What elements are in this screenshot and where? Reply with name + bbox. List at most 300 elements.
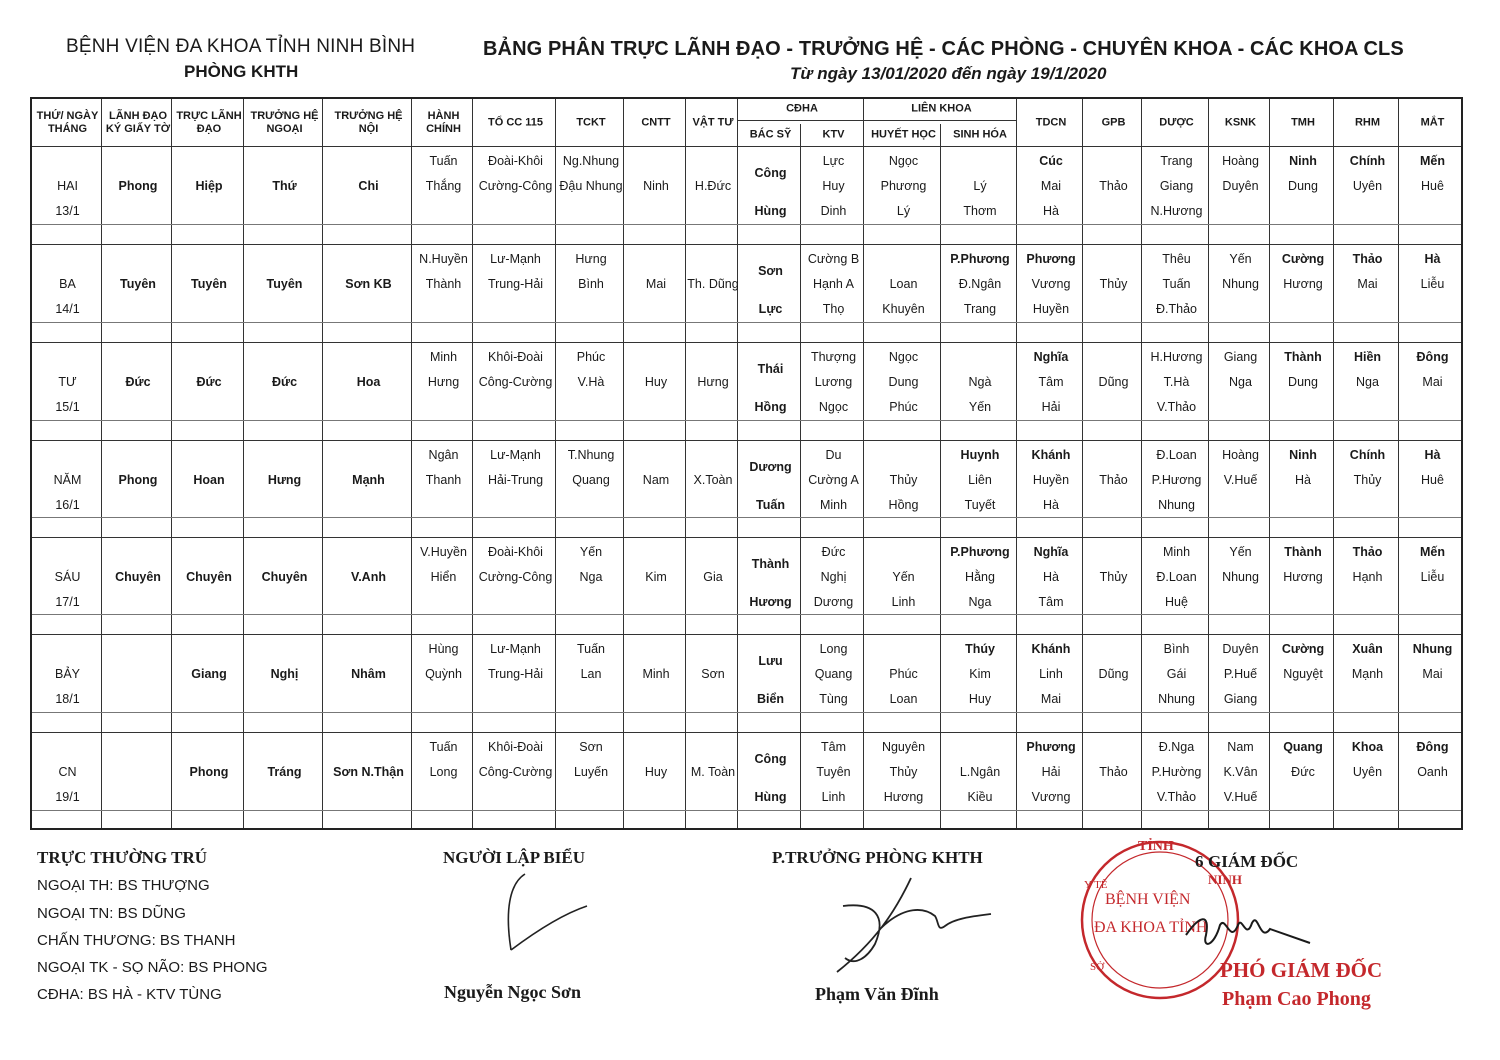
day-date: 18/1 bbox=[55, 692, 80, 706]
roster-cell: Đ.Thảo bbox=[1156, 302, 1197, 316]
director-signature bbox=[1180, 895, 1320, 965]
roster-cell: Dương bbox=[749, 460, 792, 474]
roster-cell: P.Hương bbox=[1151, 473, 1202, 487]
roster-cell: Hiền bbox=[1353, 350, 1382, 364]
column-header: LÃNH ĐẠO KÝ GIẤY TỜ bbox=[105, 110, 171, 135]
roster-cell: Hùng bbox=[428, 642, 459, 656]
roster-cell: Dung bbox=[1288, 179, 1318, 193]
roster-cell: Nhâm bbox=[351, 667, 386, 681]
roster-cell: Hà bbox=[1043, 204, 1059, 218]
roster-cell: Mai bbox=[1040, 692, 1062, 706]
roster-cell: Cường-Công bbox=[478, 179, 553, 193]
roster-cell: L.Ngân bbox=[959, 765, 1001, 779]
column-header: TMH bbox=[1291, 116, 1315, 129]
roster-cell: Mai bbox=[1422, 667, 1443, 681]
roster-cell: Thơm bbox=[963, 204, 997, 218]
roster-cell: Hồng bbox=[888, 498, 919, 512]
roster-cell: Tâm bbox=[1038, 595, 1064, 609]
column-divider bbox=[940, 124, 941, 828]
row-divider bbox=[32, 634, 1461, 635]
roster-cell: Hoàng bbox=[1222, 154, 1259, 168]
roster-cell: Phúc bbox=[889, 667, 918, 681]
roster-cell: Huy bbox=[822, 179, 845, 193]
roster-cell: Ngà bbox=[968, 375, 992, 389]
row-divider-minor bbox=[32, 420, 1461, 421]
on-call-title: TRỰC THƯỜNG TRÚ bbox=[37, 848, 208, 867]
roster-cell: Chuyên bbox=[186, 570, 232, 584]
roster-cell: Nhung bbox=[1222, 570, 1259, 584]
roster-cell: V.Huế bbox=[1223, 790, 1258, 804]
roster-cell: Phương bbox=[1026, 740, 1076, 754]
roster-cell: Mai bbox=[1422, 375, 1443, 389]
roster-cell: Đ.Ngân bbox=[958, 277, 1002, 291]
roster-cell: Sơn KB bbox=[345, 277, 392, 291]
roster-cell: Kiều bbox=[967, 790, 993, 804]
roster-cell: Phúc bbox=[889, 400, 918, 414]
roster-cell: Lực bbox=[822, 154, 845, 168]
roster-cell: Ninh bbox=[643, 179, 669, 193]
stamp-text: SỞ bbox=[1090, 961, 1105, 973]
roster-cell: Kim bbox=[645, 570, 667, 584]
roster-cell: Công bbox=[754, 752, 787, 766]
column-header: DƯỢC bbox=[1159, 116, 1194, 129]
roster-cell: Hạnh bbox=[1352, 570, 1383, 584]
roster-cell: Đ.Nga bbox=[1158, 740, 1195, 754]
roster-cell: Nhung bbox=[1412, 642, 1453, 656]
column-divider bbox=[1141, 99, 1142, 828]
roster-cell: Linh bbox=[821, 790, 846, 804]
roster-cell: Đoài-Khôi bbox=[488, 154, 543, 168]
roster-cell: Khôi-Đoài bbox=[488, 350, 543, 364]
roster-cell: Thủy bbox=[889, 473, 918, 487]
roster-cell: Vương bbox=[1031, 790, 1071, 804]
roster-cell: Thứ bbox=[272, 179, 297, 193]
roster-cell: Thủy bbox=[1099, 277, 1128, 291]
roster-cell: Ninh bbox=[1289, 448, 1317, 462]
column-header: TCKT bbox=[576, 116, 606, 129]
roster-cell: Phương bbox=[1026, 252, 1076, 266]
roster-cell: Ninh bbox=[1289, 154, 1317, 168]
roster-cell: Nga bbox=[1229, 375, 1252, 389]
roster-cell: Dinh bbox=[820, 204, 847, 218]
deputy-head-signature bbox=[815, 872, 995, 982]
roster-cell: Mạnh bbox=[352, 473, 385, 487]
roster-cell: Chính bbox=[1349, 448, 1386, 462]
on-call-item: CĐHA: BS HÀ - KTV TÙNG bbox=[37, 986, 222, 1003]
roster-cell: Thanh bbox=[425, 473, 462, 487]
roster-cell: Trang bbox=[1160, 154, 1193, 168]
on-call-item: CHẤN THƯƠNG: BS THANH bbox=[37, 932, 236, 949]
column-divider bbox=[1016, 99, 1017, 828]
roster-cell: Thảo bbox=[1352, 252, 1383, 266]
day-name: TƯ bbox=[58, 375, 77, 389]
roster-cell: Huệ bbox=[1165, 595, 1188, 609]
column-divider bbox=[800, 124, 801, 828]
column-header: GPB bbox=[1101, 116, 1126, 129]
roster-cell: Vương bbox=[1031, 277, 1071, 291]
roster-cell: Quỳnh bbox=[425, 667, 462, 681]
roster-cell: Duyên bbox=[1222, 642, 1259, 656]
roster-cell: Hoa bbox=[356, 375, 381, 389]
roster-cell: Hoàng bbox=[1222, 448, 1259, 462]
roster-cell: Lư-Mạnh bbox=[490, 642, 541, 656]
roster-cell: Nga bbox=[968, 595, 992, 609]
roster-cell: Giang bbox=[1223, 350, 1258, 364]
roster-cell: Gái bbox=[1166, 667, 1187, 681]
roster-cell: Tuyên bbox=[266, 277, 303, 291]
roster-cell: V.Anh bbox=[351, 570, 386, 584]
stamp-text: NINH bbox=[1208, 872, 1242, 887]
day-name: CN bbox=[58, 765, 77, 779]
roster-cell: Tuấn bbox=[429, 154, 458, 168]
roster-cell: P.Huế bbox=[1223, 667, 1258, 681]
roster-cell: Hùng bbox=[754, 204, 787, 218]
roster-cell: Giang bbox=[191, 667, 227, 681]
roster-cell: Lý bbox=[973, 179, 987, 193]
roster-cell: Minh bbox=[1162, 545, 1191, 559]
roster-cell: Quang bbox=[1283, 740, 1323, 754]
roster-cell: Thắng bbox=[425, 179, 462, 193]
roster-cell: Sơn N.Thận bbox=[333, 765, 404, 779]
document-title: BẢNG PHÂN TRỰC LÃNH ĐẠO - TRƯỞNG HỆ - CÁC PHÒNG - CHUYÊN KHOA - CÁC KHOA CLS bbox=[483, 38, 1404, 60]
roster-cell: Lý bbox=[896, 204, 911, 218]
roster-cell: Đoài-Khôi bbox=[488, 545, 543, 559]
roster-cell: Luyến bbox=[573, 765, 609, 779]
roster-cell: Minh bbox=[819, 498, 848, 512]
roster-cell: Hưng bbox=[267, 473, 302, 487]
roster-cell: Yến bbox=[892, 570, 915, 584]
hospital-name: BỆNH VIỆN ĐA KHOA TỈNH NINH BÌNH bbox=[66, 36, 416, 57]
roster-cell: Lan bbox=[580, 667, 602, 681]
roster-cell: Minh bbox=[642, 667, 670, 681]
roster-cell: Du bbox=[825, 448, 842, 462]
roster-cell: Dũng bbox=[1098, 667, 1129, 681]
roster-cell: Mai bbox=[1357, 277, 1378, 291]
row-divider bbox=[32, 146, 1461, 147]
roster-cell: V.Huế bbox=[1223, 473, 1258, 487]
roster-cell: Thúy bbox=[965, 642, 995, 656]
roster-cell: T.Hà bbox=[1163, 375, 1190, 389]
roster-cell: Huê bbox=[1421, 473, 1444, 487]
column-divider bbox=[472, 99, 473, 828]
day-name: NĂM bbox=[53, 473, 82, 487]
roster-cell: Lư-Mạnh bbox=[490, 448, 541, 462]
column-divider bbox=[623, 99, 624, 828]
column-header: TRỰC LÃNH ĐẠO bbox=[176, 110, 242, 135]
roster-cell: H.Hương bbox=[1150, 350, 1203, 364]
roster-cell: Lực bbox=[758, 302, 783, 316]
roster-cell: Thái bbox=[757, 362, 784, 376]
roster-cell: Chuyên bbox=[115, 570, 161, 584]
roster-cell: Hoan bbox=[193, 473, 225, 487]
preparer-name: Nguyễn Ngọc Sơn bbox=[444, 982, 581, 1002]
day-date: 14/1 bbox=[55, 302, 80, 316]
director-prefix-mark: 6 bbox=[1195, 852, 1204, 871]
roster-cell: Quang bbox=[572, 473, 610, 487]
column-header: THỨ/ NGÀY THÁNG bbox=[36, 110, 99, 135]
roster-cell: Trang bbox=[963, 302, 997, 316]
roster-cell: Chính bbox=[1349, 154, 1386, 168]
roster-cell: Huê bbox=[1421, 179, 1444, 193]
row-divider-minor bbox=[32, 517, 1461, 518]
roster-cell: Biển bbox=[756, 692, 785, 706]
column-header: MẮT bbox=[1420, 116, 1445, 129]
column-header: SINH HÓA bbox=[953, 128, 1007, 141]
roster-cell: Lưu bbox=[758, 654, 783, 668]
roster-cell: Tâm bbox=[1038, 375, 1064, 389]
roster-cell: Huy bbox=[644, 375, 668, 389]
roster-cell: Uyên bbox=[1352, 179, 1383, 193]
roster-cell: Phúc bbox=[576, 350, 606, 364]
roster-cell: Ngọc bbox=[888, 154, 919, 168]
column-divider bbox=[322, 99, 323, 828]
roster-cell: Thảo bbox=[1099, 473, 1128, 487]
roster-cell: Minh bbox=[429, 350, 458, 364]
column-divider bbox=[1082, 99, 1083, 828]
roster-cell: Nguyệt bbox=[1283, 667, 1323, 681]
roster-cell: Hằng bbox=[965, 570, 995, 584]
roster-cell: Thủy bbox=[1099, 570, 1128, 584]
roster-cell: Hùng bbox=[754, 790, 787, 804]
roster-cell: Lư-Mạnh bbox=[490, 252, 541, 266]
roster-cell: Huy bbox=[644, 765, 668, 779]
roster-cell: Tuấn bbox=[429, 740, 458, 754]
roster-cell: Cường A bbox=[808, 473, 859, 487]
roster-cell: Hà bbox=[1424, 252, 1441, 266]
roster-cell: Hưng bbox=[697, 375, 729, 389]
day-date: 19/1 bbox=[55, 790, 80, 804]
roster-cell: Tùng bbox=[819, 692, 848, 706]
roster-cell: Hải bbox=[1041, 400, 1061, 414]
roster-cell: Hưng bbox=[575, 252, 607, 266]
roster-cell: Mạnh bbox=[1351, 667, 1384, 681]
roster-cell: Nam bbox=[642, 473, 670, 487]
column-header: VẬT TƯ bbox=[692, 116, 734, 129]
roster-cell: Linh bbox=[891, 595, 916, 609]
roster-cell: Yến bbox=[1229, 252, 1252, 266]
day-date: 15/1 bbox=[55, 400, 80, 414]
roster-cell: Cường bbox=[1281, 642, 1325, 656]
director-title: GIÁM ĐỐC bbox=[1208, 852, 1299, 871]
roster-cell: V.Thảo bbox=[1156, 790, 1197, 804]
roster-cell: Nghĩa bbox=[1033, 350, 1069, 364]
roster-cell: Ngọc bbox=[888, 350, 919, 364]
deputy-head-title: P.TRƯỞNG PHÒNG KHTH bbox=[772, 848, 983, 867]
day-date: 16/1 bbox=[55, 498, 80, 512]
roster-cell: Th. Dũng bbox=[687, 277, 739, 291]
roster-cell: N.Huyền bbox=[419, 252, 468, 266]
roster-cell: Yến bbox=[1229, 545, 1252, 559]
column-divider bbox=[101, 99, 102, 828]
roster-cell: Tuấn bbox=[1162, 277, 1191, 291]
column-divider bbox=[737, 99, 738, 828]
roster-cell: Uyên bbox=[1352, 765, 1383, 779]
roster-cell: Hà bbox=[1295, 473, 1311, 487]
roster-cell: X.Toàn bbox=[693, 473, 733, 487]
roster-cell: Giang bbox=[1223, 692, 1258, 706]
roster-cell: Sơn bbox=[579, 740, 603, 754]
roster-cell: Hiển bbox=[430, 570, 457, 584]
roster-cell: Duyên bbox=[1222, 179, 1259, 193]
roster-cell: Công bbox=[754, 166, 787, 180]
roster-cell: Dũng bbox=[1098, 375, 1129, 389]
roster-cell: Huy bbox=[968, 692, 992, 706]
department-name: PHÒNG KHTH bbox=[184, 62, 299, 81]
roster-cell: Thọ bbox=[822, 302, 845, 316]
roster-cell: Xuân bbox=[1352, 642, 1383, 656]
roster-cell: Hải bbox=[1041, 765, 1061, 779]
roster-cell: M. Toàn bbox=[690, 765, 736, 779]
column-divider bbox=[555, 99, 556, 828]
vice-director-title: PHÓ GIÁM ĐỐC bbox=[1220, 958, 1383, 982]
row-divider bbox=[32, 732, 1461, 733]
roster-cell: Linh bbox=[1039, 667, 1063, 681]
duty-roster-table bbox=[30, 97, 1463, 830]
roster-cell: Tuyết bbox=[964, 498, 996, 512]
roster-cell: Tuấn bbox=[756, 498, 785, 512]
roster-cell: P.Phương bbox=[950, 252, 1010, 266]
roster-cell: Hồng bbox=[754, 400, 787, 414]
roster-cell: V.Huyền bbox=[420, 545, 467, 559]
row-divider-minor bbox=[32, 322, 1461, 323]
column-header: TRƯỞNG HỆ NỘI bbox=[334, 110, 403, 135]
roster-cell: Phương bbox=[880, 179, 927, 193]
column-header: HUYẾT HỌC bbox=[871, 128, 936, 141]
roster-cell: Ng.Nhung bbox=[562, 154, 620, 168]
stamp-text: TỈNH bbox=[1138, 839, 1174, 854]
roster-cell: Huyền bbox=[1032, 302, 1070, 316]
roster-cell: Tuyên bbox=[191, 277, 227, 291]
roster-cell: Dương bbox=[813, 595, 854, 609]
roster-cell: Thêu bbox=[1162, 252, 1191, 266]
row-divider bbox=[32, 440, 1461, 441]
on-call-item: NGOẠI TH: BS THƯỢNG bbox=[37, 877, 210, 894]
roster-cell: Ngân bbox=[428, 448, 459, 462]
roster-cell: Khoa bbox=[1351, 740, 1384, 754]
deputy-head-name: Phạm Văn Đĩnh bbox=[815, 984, 939, 1004]
column-divider bbox=[171, 99, 172, 828]
date-range: Từ ngày 13/01/2020 đến ngày 19/1/2020 bbox=[790, 64, 1107, 83]
row-divider bbox=[32, 244, 1461, 245]
roster-cell: Nhung bbox=[1158, 692, 1195, 706]
day-date: 13/1 bbox=[55, 204, 80, 218]
roster-cell: Hương bbox=[883, 790, 924, 804]
column-divider bbox=[1269, 99, 1270, 828]
roster-cell: Huyền bbox=[1032, 473, 1070, 487]
day-date: 17/1 bbox=[55, 595, 80, 609]
day-name: SÁU bbox=[54, 570, 81, 584]
day-name: BA bbox=[59, 277, 76, 291]
roster-cell: Thượng bbox=[810, 350, 857, 364]
roster-cell: Tuyên bbox=[816, 765, 851, 779]
roster-cell: Lương bbox=[814, 375, 853, 389]
roster-cell: Hương bbox=[1283, 570, 1323, 584]
preparer-signature bbox=[495, 862, 595, 962]
roster-cell: Công-Cường bbox=[478, 375, 553, 389]
roster-cell: Thành bbox=[1284, 350, 1322, 364]
roster-cell: Yến bbox=[579, 545, 603, 559]
roster-cell: Cúc bbox=[1039, 154, 1063, 168]
roster-cell: Liễu bbox=[1420, 277, 1445, 291]
roster-cell: Khuyên bbox=[882, 302, 925, 316]
roster-cell: Đông bbox=[1416, 740, 1449, 754]
roster-cell: Chuyên bbox=[261, 570, 308, 584]
roster-cell: Nguyên bbox=[881, 740, 926, 754]
roster-cell: Trung-Hải bbox=[487, 277, 544, 291]
roster-cell: Nga bbox=[579, 570, 603, 584]
roster-cell: V.Hà bbox=[577, 375, 605, 389]
roster-cell: Mai bbox=[1040, 179, 1062, 193]
roster-cell: Kim bbox=[969, 667, 991, 681]
group-header-lien-khoa: LIÊN KHOA bbox=[911, 102, 972, 115]
roster-cell: Mến bbox=[1420, 154, 1445, 168]
roster-cell: Loan bbox=[889, 277, 918, 291]
roster-cell: Bình bbox=[578, 277, 604, 291]
roster-cell: Công-Cường bbox=[478, 765, 553, 779]
roster-cell: Cường bbox=[1281, 252, 1325, 266]
on-call-item: NGOẠI TN: BS DŨNG bbox=[37, 905, 186, 922]
roster-cell: Tráng bbox=[267, 765, 302, 779]
stamp-text: ĐA KHOA TỈNH bbox=[1094, 919, 1208, 936]
roster-cell: Cường B bbox=[807, 252, 860, 266]
column-divider bbox=[411, 99, 412, 828]
column-header: KTV bbox=[822, 128, 845, 141]
day-name: HAI bbox=[57, 179, 78, 193]
roster-cell: Bình bbox=[1163, 642, 1190, 656]
stamp-text: Y TẾ bbox=[1084, 879, 1108, 891]
roster-cell: Hưng bbox=[427, 375, 460, 389]
roster-cell: Quang bbox=[814, 667, 853, 681]
row-divider-minor bbox=[32, 712, 1461, 713]
roster-cell: Long bbox=[819, 642, 848, 656]
row-divider-minor bbox=[32, 614, 1461, 615]
roster-cell: Thành bbox=[425, 277, 462, 291]
roster-cell: Cường-Công bbox=[478, 570, 553, 584]
roster-cell: Phong bbox=[189, 765, 229, 779]
roster-cell: Thành bbox=[1284, 545, 1322, 559]
roster-cell: Hà bbox=[1043, 570, 1059, 584]
roster-cell: Mai bbox=[645, 277, 667, 291]
roster-cell: Nhung bbox=[1222, 277, 1259, 291]
column-divider bbox=[1208, 99, 1209, 828]
roster-cell: Giang bbox=[1159, 179, 1194, 193]
roster-cell: P.Phương bbox=[950, 545, 1010, 559]
roster-cell: Tuyên bbox=[120, 277, 156, 291]
roster-cell: Nam bbox=[1227, 740, 1254, 754]
roster-cell: Đ.Loan bbox=[1156, 448, 1197, 462]
column-header: BÁC SỸ bbox=[749, 128, 792, 141]
column-header: RHM bbox=[1354, 116, 1381, 129]
roster-cell: Gia bbox=[703, 570, 723, 584]
row-divider bbox=[32, 537, 1461, 538]
column-header: CNTT bbox=[641, 116, 671, 129]
roster-cell: Long bbox=[429, 765, 458, 779]
day-name: BẢY bbox=[54, 667, 81, 681]
roster-cell: Thủy bbox=[889, 765, 918, 779]
roster-cell: Sơn bbox=[701, 667, 725, 681]
column-header: TDCN bbox=[1035, 116, 1067, 129]
roster-cell: P.Hường bbox=[1151, 765, 1202, 779]
roster-cell: Tâm bbox=[821, 740, 846, 754]
roster-cell: Phong bbox=[118, 473, 158, 487]
roster-cell: Nghị bbox=[270, 667, 299, 681]
roster-cell: Huynh bbox=[960, 448, 1000, 462]
roster-cell: Hương bbox=[749, 595, 792, 609]
roster-cell: Oanh bbox=[1417, 765, 1448, 779]
roster-cell: Hạnh A bbox=[812, 277, 855, 291]
roster-cell: Dung bbox=[888, 375, 919, 389]
column-divider bbox=[1333, 99, 1334, 828]
